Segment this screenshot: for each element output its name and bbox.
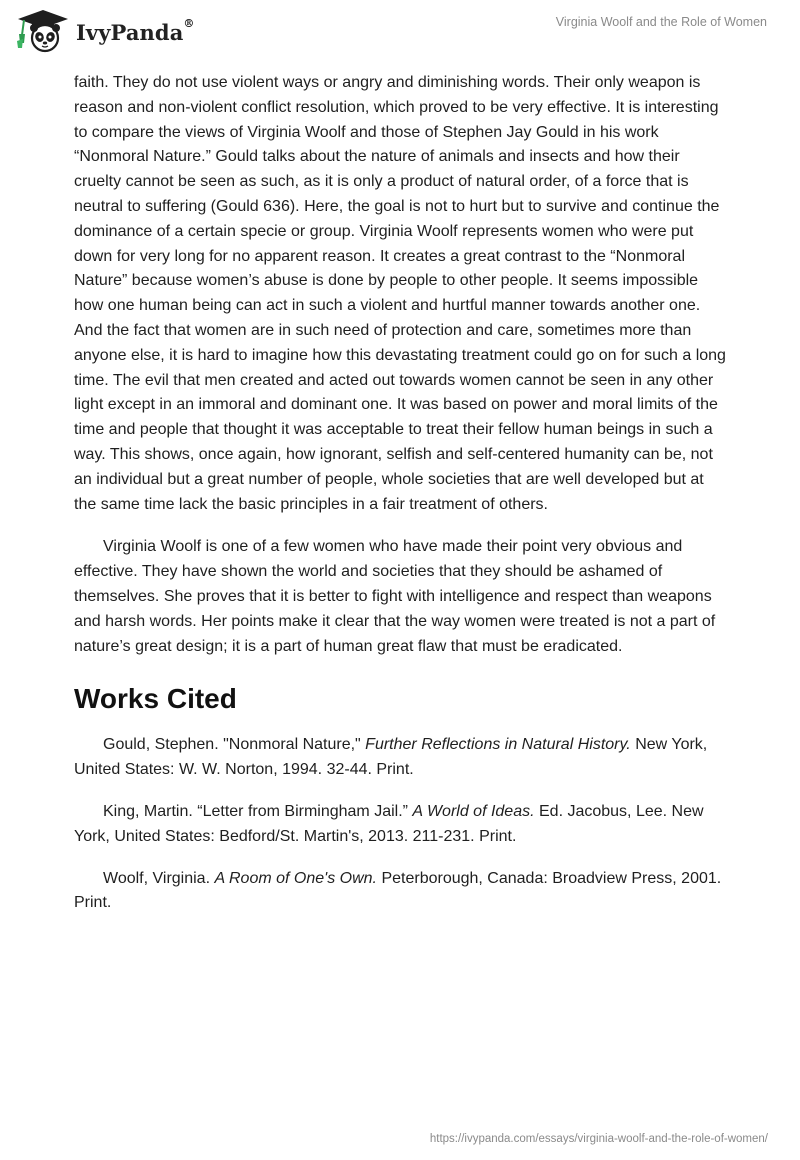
source-url[interactable]: https://ivypanda.com/essays/virginia-woolf-and-the-role-of-women/	[429, 1133, 768, 1145]
works-cited-list	[74, 733, 730, 916]
citation-entry: King, Martin. “Letter from Birmingham Jail.” A World of Ideas. Ed. Jacobus, Lee. New York, United States: Bedford/St. Martin's, 2013. 211-231. Print.	[74, 802, 704, 845]
body-paragraph: faith. They do not use violent ways or angry and diminishing words. Their only weapon is reason and non-violent conflict resolution, which proved to be very effective. It is interesting to compare the views of Virginia Woolf and those of Stephen Jay Gould in his work “Nonmoral Nature.” Gould talks about the nature of animals and insects and how their cruelty cannot be seen as such, as it is only a product of natural order, of a force that is neutral to suffering (Gould 636). Here, the goal is not to hurt but to survive and continue the dominance of a certain specie or group. Virginia Woolf represents women who were put down for very long for no apparent reason. It creates a great contrast to the “Nonmoral Nature” because women’s abuse is done by people to other people. It seems impossible how one human being can act in such a violent and hurtful manner towards another one. And the fact that women are in such need of protection and care, sometimes more than anyone else, it is hard to imagine how this devastating treatment could go on for such a long time. The evil that men created and acted out towards women cannot be seen in any other light except in an immoral and dominant one. It was based on power and moral limits of the time and people that thought it was acceptable to treat their fellow human beings in such a way. This shows, once again, how ignorant, selfish and self-centered humanity can be, not an individual but a great number of people, whole societies that are well developed but at the same time lack the basic principles in a fair treatment of others.	[74, 74, 726, 513]
brand-logo[interactable]	[14, 8, 195, 54]
essay-content	[74, 71, 730, 916]
panda-graduate-icon	[14, 8, 72, 54]
works-cited-heading: Works Cited	[74, 683, 237, 715]
running-title: Virginia Woolf and the Role of Women	[555, 15, 767, 29]
citation-entry: Gould, Stephen. "Nonmoral Nature," Further Reflections in Natural History. New York, United States: W. W. Norton, 1994. 32-44. Print.	[74, 736, 708, 779]
citation-entry: Woolf, Virginia. A Room of One's Own. Peterborough, Canada: Broadview Press, 2001. Print.	[74, 869, 722, 912]
page-header	[0, 0, 800, 64]
body-paragraph: Virginia Woolf is one of a few women who have made their point very obvious and effective. They have shown the world and societies that they should be ashamed of themselves. She proves that it is better to fight with intelligence and respect than weapons and harsh words. Her points make it clear that the way women were treated is not a part of nature’s great design; it is a part of human great flaw that must be eradicated.	[74, 538, 716, 655]
brand-name: IvyPanda®	[76, 16, 195, 45]
